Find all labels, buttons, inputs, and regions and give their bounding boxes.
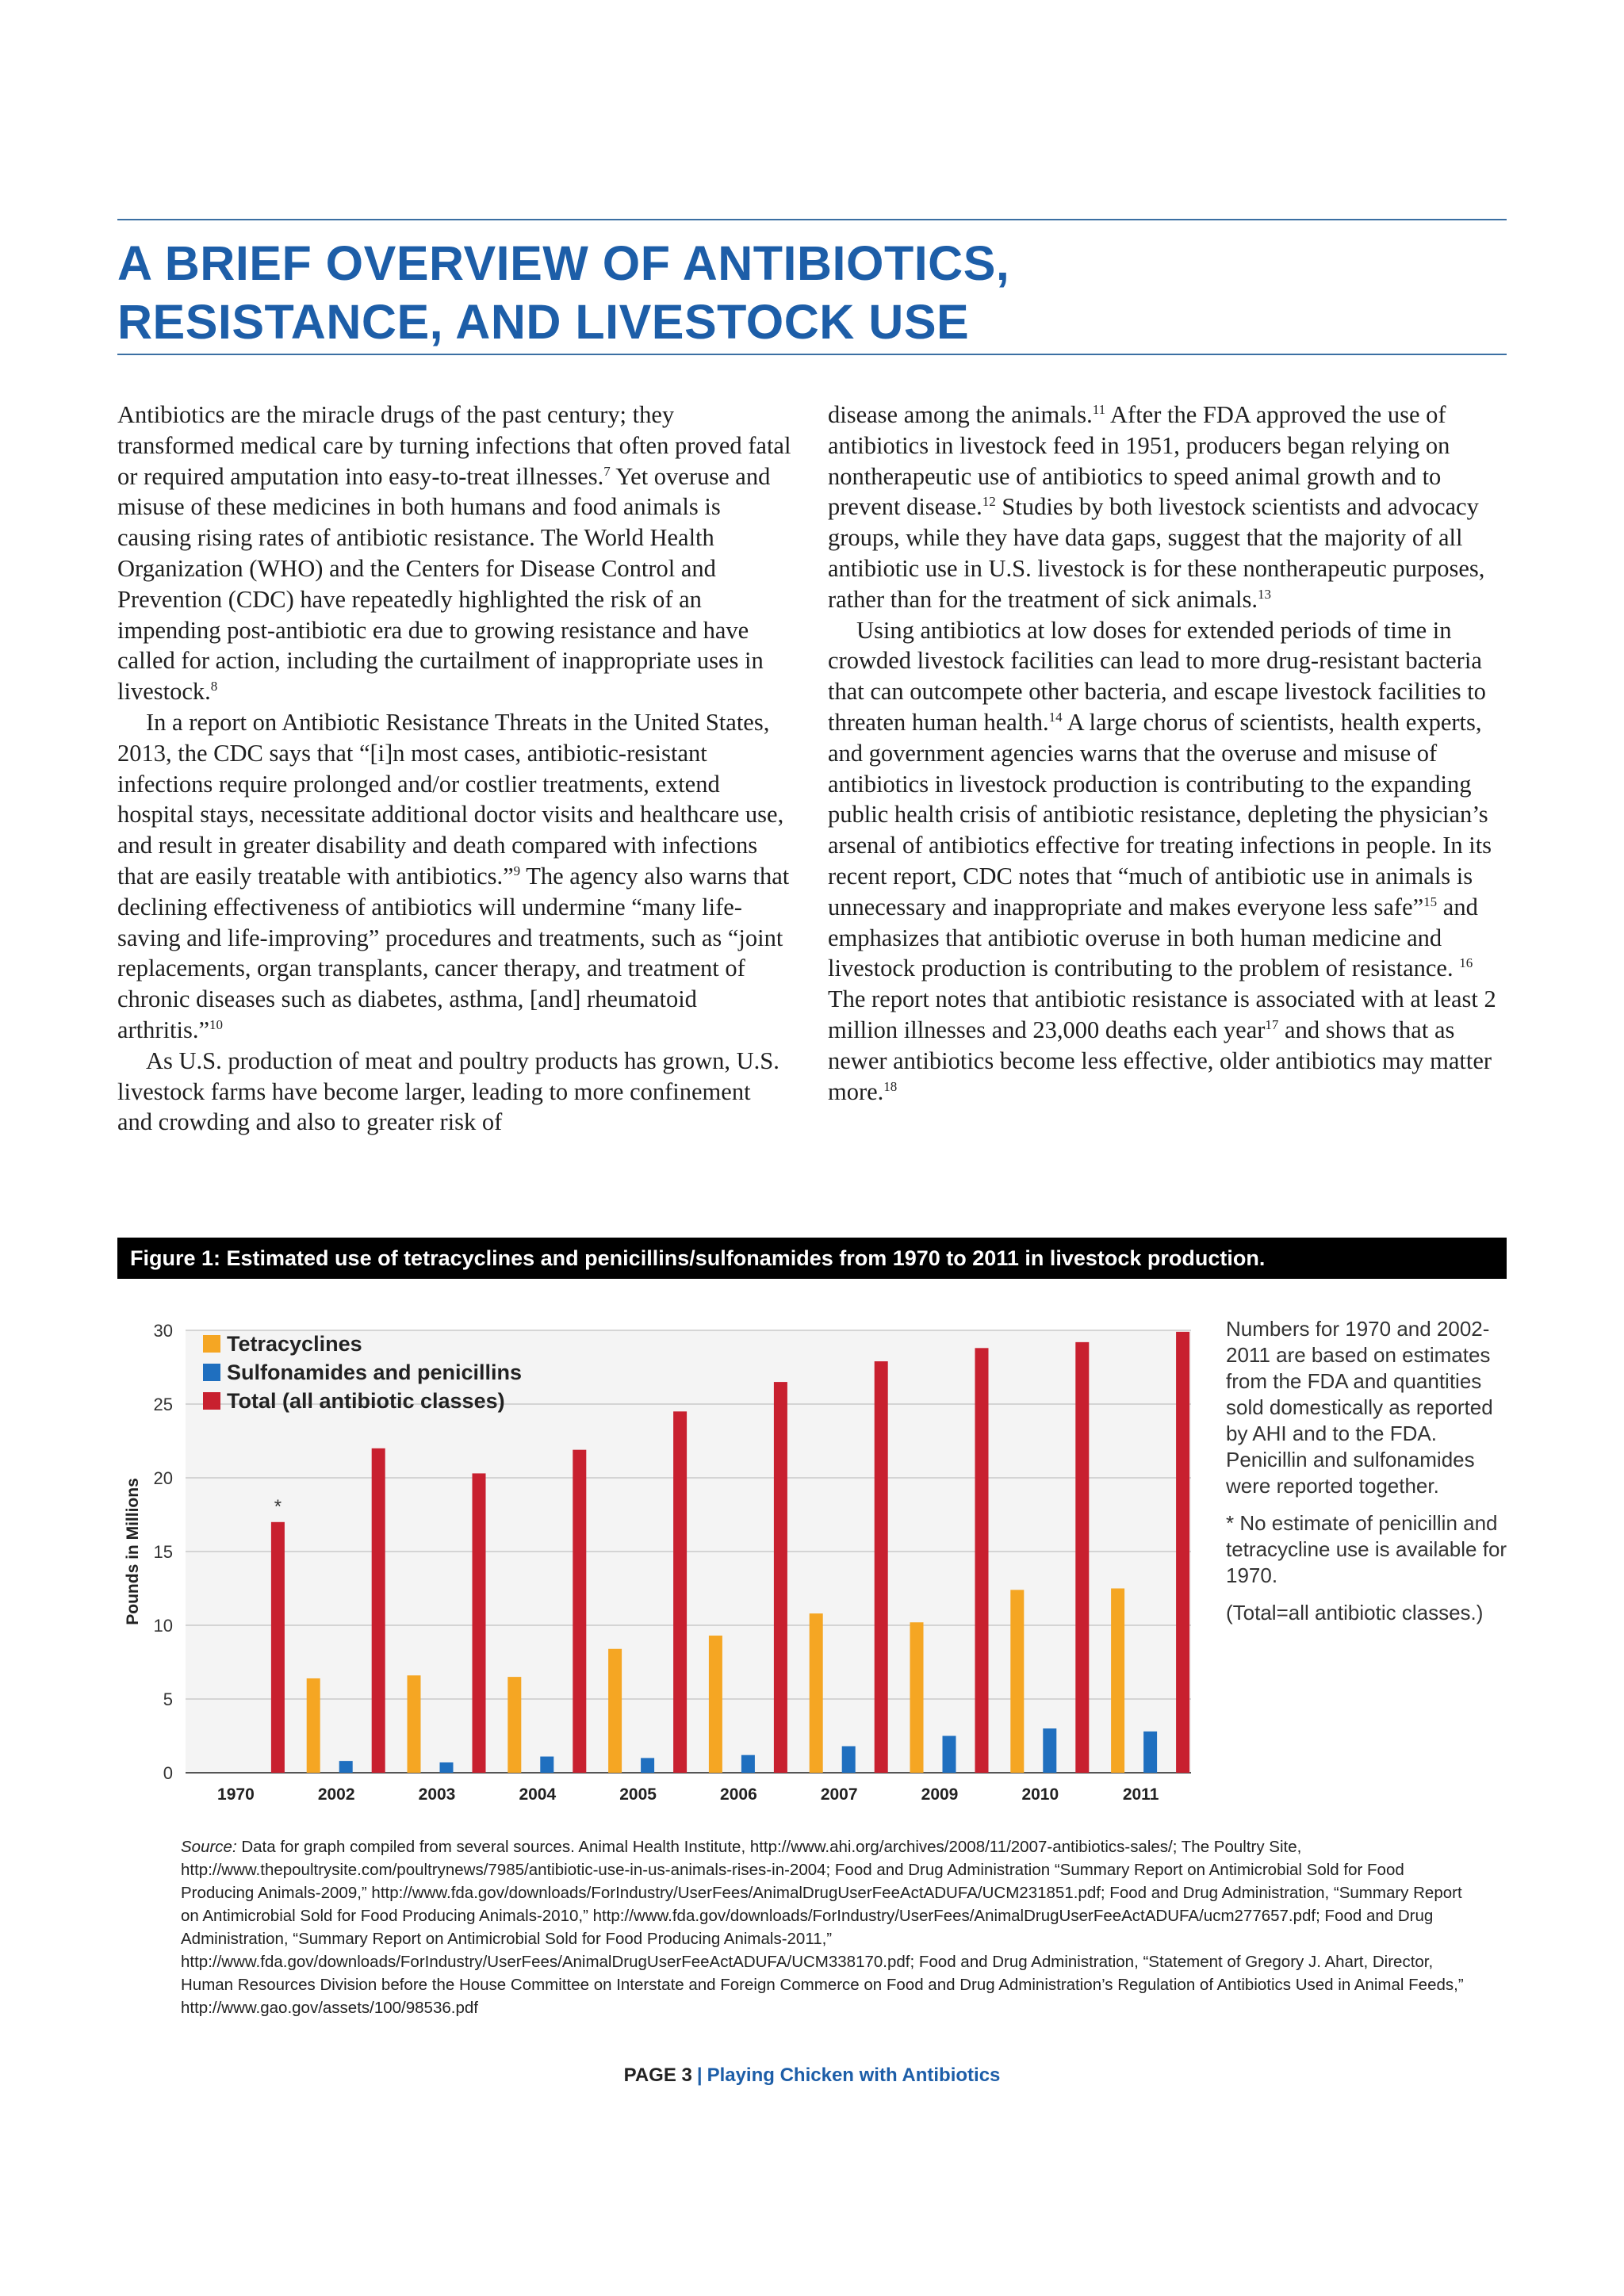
title-line-2: RESISTANCE, AND LIVESTOCK USE xyxy=(117,295,970,349)
x-tick-label: 2004 xyxy=(519,1785,557,1804)
footnote-ref: 12 xyxy=(982,494,996,510)
bar-total-all-antibiotic-classes xyxy=(774,1382,787,1773)
footnote-ref: 17 xyxy=(1265,1016,1279,1032)
bar-sulfonamides-and-penicillins xyxy=(741,1755,755,1773)
x-tick-label: 2010 xyxy=(1021,1785,1059,1804)
legend-label: Total (all antibiotic classes) xyxy=(227,1389,505,1413)
x-tick-label: 2006 xyxy=(720,1785,757,1804)
y-tick-label: 25 xyxy=(153,1395,173,1414)
page-title xyxy=(117,234,1507,351)
title-bottom-rule xyxy=(117,354,1507,355)
bar-total-all-antibiotic-classes xyxy=(573,1450,586,1773)
bar-annotation: * xyxy=(274,1495,282,1517)
footnote-ref: 16 xyxy=(1459,955,1473,971)
x-tick-label: 2011 xyxy=(1122,1785,1159,1804)
source-label: Source: xyxy=(181,1838,237,1856)
y-tick-label: 30 xyxy=(153,1321,173,1341)
figure-caption: Figure 1: Estimated use of tetracyclines and penicillins/sulfonamides from 1970 to 2011 in livestock production. xyxy=(117,1238,1507,1279)
chart-svg xyxy=(117,1300,1212,1808)
source-text: Data for graph compiled from several sources. Animal Health Institute, http://www.ahi.org/archives/2008/11/2007-antibiotics-sales/; The Poultry Site, http://www.thepoultrysite.com/poultrynews/7985/antibiotic-use-in-us-animals-rises-in-2004; Food and Drug Administration “Summary Report on Antimicrobial Sold for Food Producing Animals-2009,” http://www.fda.gov/downloads/ForIndustry/UserFees/AnimalDrugUserFeeActADUFA/UCM231851.pdf; Food and Drug Administration, “Summary Report on Antimicrobial Sold for Food Producing Animals-2010,” http://www.fda.gov/downloads/ForIndustry/UserFees/AnimalDrugUserFeeActADUFA/ucm277657.pdf; Food and Drug Administration, “Summary Report on Antimicrobial Sold for Food Producing Animals-2011,” http://www.fda.gov/downloads/ForIndustry/UserFees/AnimalDrugUserFeeActADUFA/UCM338170.pdf; Food and Drug Administration, “Statement of Gregory J. Ahart, Director, Human Resources Division before the House Committee on Interstate and Foreign Commerce on Food and Drug Administration’s Regulation of Antibiotics Used in Animal Feeds,” http://www.gao.gov/assets/100/98536.pdf xyxy=(181,1838,1464,2017)
chart-note: * No estimate of penicillin and tetracycline use is available for 1970. xyxy=(1226,1511,1507,1587)
bar-sulfonamides-and-penicillins xyxy=(339,1761,353,1773)
bar-sulfonamides-and-penicillins xyxy=(440,1762,454,1773)
x-tick-label: 2009 xyxy=(921,1785,959,1804)
paragraph: Using antibiotics at low doses for extended periods of time in crowded livestock facilities can lead to more drug-resistant bacteria that can outcompete other bacteria, and escape livestock facilities to threaten human health.$^{14}$ A large chorus of scientists, health experts, and government agencies warns that the overuse and misuse of antibiotics in livestock production is contributing to the expanding public health crisis of antibiotic resistance, depleting the physician’s arsenal of antibiotics effective for treating infections in people. In its recent report, CDC notes that “much of antibiotic use in animals is unnecessary and inappropriate and makes everyone less safe”$^{15}$ and emphasizes that antibiotic overuse in both human medicine and livestock production is contributing to the problem of resistance. $^{16}$ The report notes that antibiotic resistance is associated with at least 2 million illnesses and 23,000 deaths each year$^{17}$ and shows that as newer antibiotics become less effective, older antibiotics may matter more.$^{18}$ xyxy=(828,616,1496,1105)
x-tick-label: 2003 xyxy=(418,1785,456,1804)
bar-sulfonamides-and-penicillins xyxy=(943,1736,956,1774)
bar-total-all-antibiotic-classes xyxy=(875,1361,888,1773)
legend-label: Sulfonamides and penicillins xyxy=(227,1360,523,1384)
x-tick-label: 1970 xyxy=(217,1785,255,1804)
footnote-ref: 7 xyxy=(603,463,611,479)
document-title: Playing Chicken with Antibiotics xyxy=(707,2064,1001,2086)
y-tick-label: 5 xyxy=(163,1689,173,1709)
chart-note: Numbers for 1970 and 2002-2011 are based on estimates from the FDA and quantities sold domestically as reported by AHI and to the FDA. Penicillin and sulfonamides were reported together. xyxy=(1226,1317,1493,1498)
footnote-ref: 13 xyxy=(1258,586,1272,602)
bar-sulfonamides-and-penicillins xyxy=(641,1758,654,1773)
footnote-ref: 14 xyxy=(1048,709,1063,725)
y-axis-label: Pounds in Millions xyxy=(124,1478,142,1625)
footnote-ref: 10 xyxy=(209,1016,224,1032)
footer-separator: | xyxy=(696,2064,703,2086)
bar-chart xyxy=(117,1300,1212,1808)
paragraph: Antibiotics are the miracle drugs of the past century; they transformed medical care by turning infections that often proved fatal or required amputation into easy-to-treat illnesses.$^7$ Yet overuse and misuse of these medicines in both humans and food animals is causing rising rates of antibiotic resistance. The World Health Organization (WHO) and the Centers for Disease Control and Prevention (CDC) have repeatedly highlighted the risk of an impending post-antibiotic era due to growing resistance and have called for action, including the curtailment of inappropriate uses in livestock.$^8$ xyxy=(117,401,791,706)
bar-total-all-antibiotic-classes xyxy=(372,1448,385,1773)
chart-notes xyxy=(1226,1316,1511,1637)
bar-total-all-antibiotic-classes xyxy=(673,1411,687,1773)
bar-sulfonamides-and-penicillins xyxy=(842,1747,856,1773)
left-text-column xyxy=(117,400,791,1138)
bar-tetracyclines xyxy=(608,1649,622,1773)
bar-total-all-antibiotic-classes xyxy=(1075,1342,1089,1773)
bar-tetracyclines xyxy=(508,1677,521,1773)
paragraph: disease among the animals.$^{11}$ After the FDA approved the use of antibiotics in livestock feed in 1951, producers began relying on nontherapeutic use of antibiotics to speed animal growth and to prevent disease.$^{12}$ Studies by both livestock scientists and advocacy groups, while they have data gaps, suggest that the majority of all antibiotic use in U.S. livestock is for these nontherapeutic purposes, rather than for the treatment of sick animals.$^{13}$ xyxy=(828,401,1485,613)
bar-total-all-antibiotic-classes xyxy=(473,1473,486,1773)
bar-tetracyclines xyxy=(810,1613,823,1773)
footnote-ref: 18 xyxy=(883,1078,898,1094)
bar-sulfonamides-and-penicillins xyxy=(540,1757,553,1773)
y-tick-label: 15 xyxy=(153,1542,173,1562)
paragraph: In a report on Antibiotic Resistance Threats in the United States, 2013, the CDC says that “[i]n most cases, antibiotic-resistant infections require prolonged and/or costlier treatments, extend hospital stays, necessitate additional doctor visits and healthcare use, and result in greater disability and death compared with infections that are easily treatable with antibiotics.”$^9$ The agency also warns that declining effectiveness of antibiotics will undermine “many life-saving and life-improving” procedures and treatments, such as “joint replacements, organ transplants, cancer therapy, and treatment of chronic diseases such as diabetes, asthma, [and] rheumatoid arthritis.”$^{10}$ xyxy=(117,708,790,1043)
page-footer xyxy=(0,2064,1624,2087)
y-tick-label: 10 xyxy=(153,1616,173,1636)
source-note xyxy=(181,1835,1481,2019)
top-rule xyxy=(117,219,1507,220)
footnote-ref: 11 xyxy=(1092,402,1106,417)
footnote-ref: 8 xyxy=(210,679,218,695)
legend-label: Tetracyclines xyxy=(227,1332,362,1356)
bar-tetracyclines xyxy=(408,1675,421,1773)
page-number: PAGE 3 xyxy=(623,2064,692,2086)
y-tick-label: 20 xyxy=(153,1468,173,1488)
x-tick-label: 2002 xyxy=(317,1785,355,1804)
bar-sulfonamides-and-penicillins xyxy=(1043,1728,1056,1773)
right-text-column xyxy=(828,400,1507,1107)
footnote-ref: 15 xyxy=(1423,894,1438,909)
bar-total-all-antibiotic-classes xyxy=(975,1348,989,1773)
bar-tetracyclines xyxy=(307,1678,320,1773)
bar-tetracyclines xyxy=(910,1622,924,1773)
title-line-1: A BRIEF OVERVIEW OF ANTIBIOTICS, xyxy=(117,236,1010,290)
bar-sulfonamides-and-penicillins xyxy=(1143,1732,1157,1773)
bar-total-all-antibiotic-classes xyxy=(271,1522,285,1773)
x-tick-label: 2005 xyxy=(619,1785,657,1804)
bar-tetracyclines xyxy=(709,1636,722,1773)
y-tick-label: 0 xyxy=(163,1763,173,1783)
chart-note: (Total=all antibiotic classes.) xyxy=(1226,1601,1484,1624)
x-tick-label: 2007 xyxy=(820,1785,858,1804)
bar-tetracyclines xyxy=(1111,1589,1124,1774)
legend-swatch xyxy=(203,1335,220,1353)
bar-total-all-antibiotic-classes xyxy=(1176,1332,1189,1773)
legend-swatch xyxy=(203,1364,220,1381)
footnote-ref: 9 xyxy=(513,863,521,878)
legend-swatch xyxy=(203,1392,220,1410)
bar-tetracyclines xyxy=(1010,1590,1024,1773)
paragraph: As U.S. production of meat and poultry products has grown, U.S. livestock farms have become larger, leading to more confinement and crowding and also to greater risk of xyxy=(117,1047,779,1136)
